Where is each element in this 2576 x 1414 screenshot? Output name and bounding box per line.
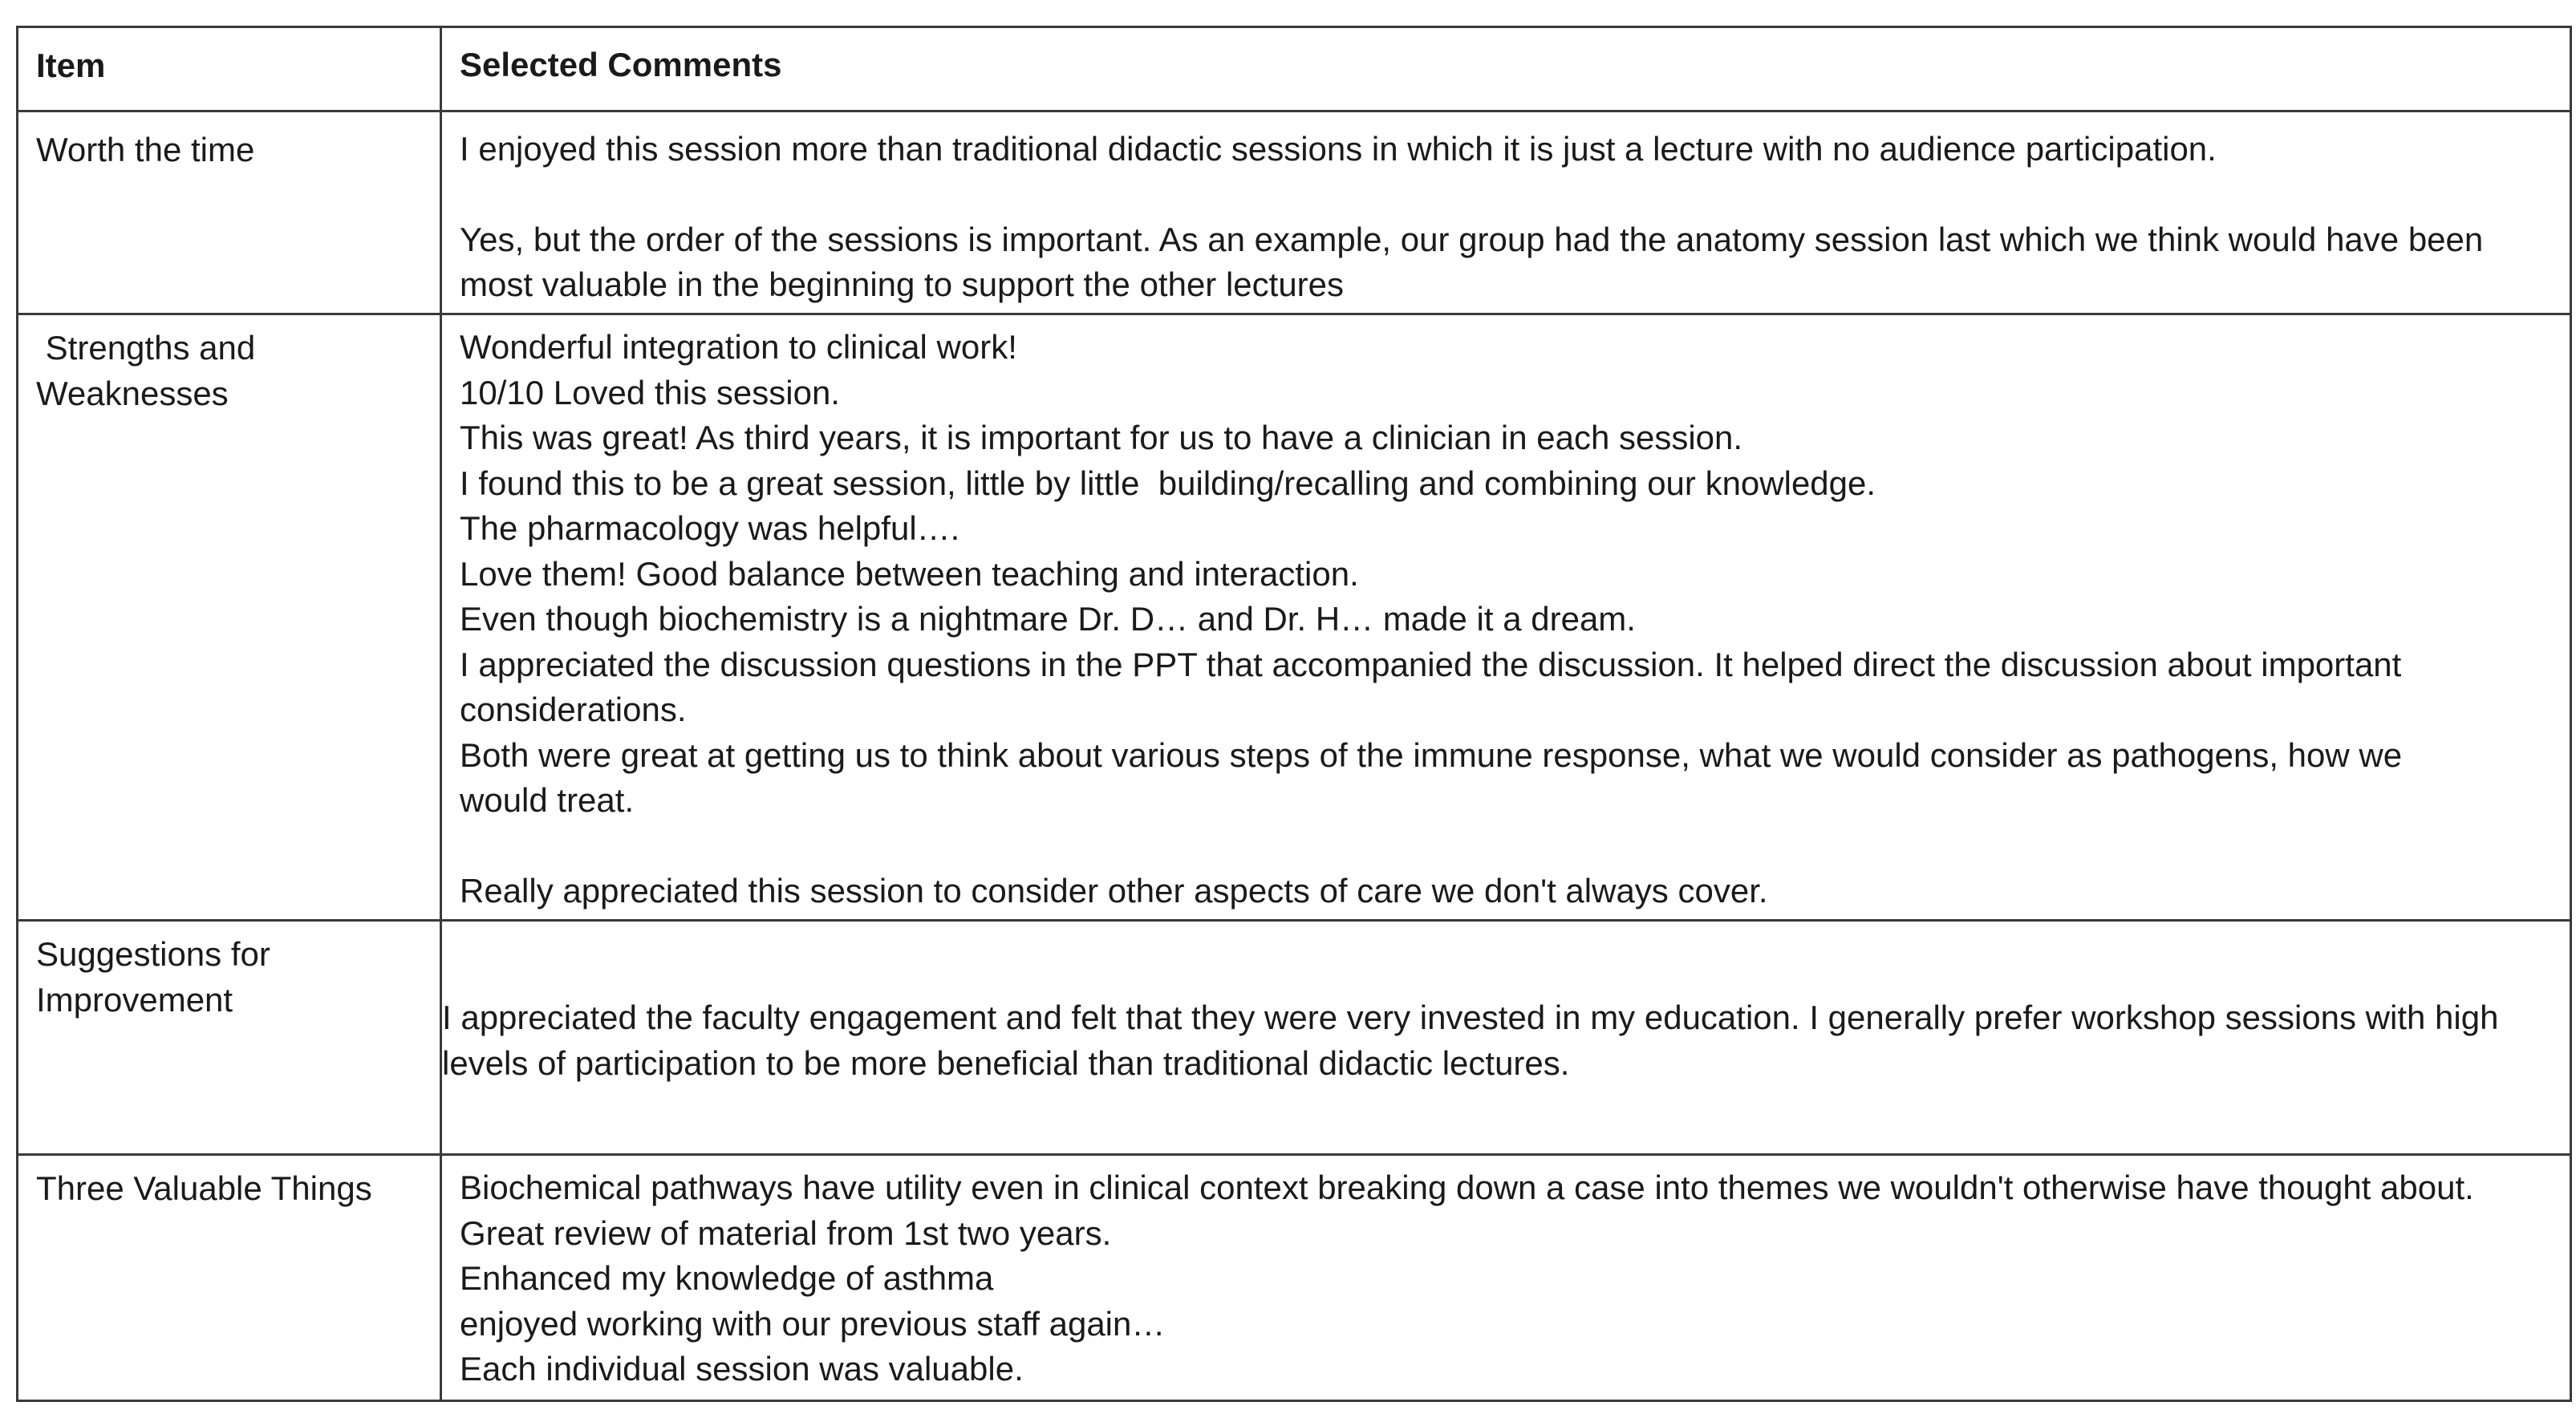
comment-line: Both were great at getting us to think about various steps of the immune response, what we would consider as pathogens, how we — [460, 735, 2403, 774]
comment-gap — [460, 824, 2554, 869]
row-item-cell — [18, 922, 440, 1153]
header-comments: Selected Comments — [460, 46, 782, 83]
row-comment-cell — [442, 1156, 2570, 1404]
comment-line: I enjoyed this session more than traditional didactic sessions in which it is just a lecture with no audience participation. — [460, 130, 2217, 168]
header-item: Item — [36, 47, 106, 84]
comments-table — [16, 26, 2572, 1402]
comment-line: Biochemical pathways have utility even in clinical context breaking down a case into themes we wouldn't otherwise have thought about. — [460, 1169, 2474, 1206]
comment-line: would treat. — [460, 781, 635, 819]
item-label: Weaknesses — [36, 375, 229, 412]
comment-line: most valuable in the beginning to support the other lectures — [460, 265, 1345, 303]
comment-line: Even though biochemistry is a nightmare Dr. D… and Dr. H… made it a dream. — [460, 600, 1636, 638]
item-label: Improvement — [36, 981, 233, 1019]
header-row — [18, 28, 2570, 112]
comment-line: I appreciated the discussion questions in the PPT that accompanied the discussion. It helped direct the discussion about important — [460, 645, 2402, 683]
comment-line: The pharmacology was helpful…. — [460, 509, 960, 547]
comment-line: I appreciated the faculty engagement and felt that they were very invested in my education. I generally prefer workshop sessions with high — [442, 999, 2499, 1036]
comment-line: This was great! As third years, it is important for us to have a clinician in each session. — [460, 419, 1743, 456]
item-label: Strengths and — [36, 329, 256, 367]
table-row — [18, 315, 2570, 922]
comment-line: 10/10 Loved this session. — [460, 373, 840, 411]
table-row — [18, 112, 2570, 315]
row-comment-cell — [442, 112, 2570, 313]
comment-gap — [460, 172, 2554, 217]
item-label: Suggestions for — [36, 935, 270, 973]
row-item-cell — [18, 1156, 440, 1404]
comment-line: Wonderful integration to clinical work! — [460, 328, 1017, 366]
comment-line: Yes, but the order of the sessions is important. As an example, our group had the anatomy session last which we think would have been — [460, 220, 2484, 258]
comment-line: levels of participation to be more beneficial than traditional didactic lectures. — [442, 1043, 1570, 1082]
item-label: Worth the time — [36, 131, 255, 168]
comment-line: I found this to be a great session, little by little building/recalling and combining our knowledge. — [460, 464, 1876, 502]
comment-line: enjoyed working with our previous staff again… — [460, 1304, 1166, 1343]
row-comment-cell — [442, 315, 2570, 919]
comment-line: Really appreciated this session to consider other aspects of care we don't always cover. — [460, 871, 1768, 910]
table-row — [18, 1156, 2570, 1404]
comment-line: Love them! Good balance between teaching and interaction. — [460, 554, 1359, 593]
comment-line: considerations. — [460, 691, 687, 728]
item-label: Three Valuable Things — [36, 1169, 372, 1207]
comment-line: Each individual session was valuable. — [460, 1350, 1024, 1388]
comment-line: Enhanced my knowledge of asthma — [460, 1259, 994, 1297]
row-item-cell — [18, 112, 440, 313]
table-row — [18, 922, 2570, 1156]
row-item-cell — [18, 315, 440, 919]
comment-line: Great review of material from 1st two years. — [460, 1213, 1112, 1252]
row-comment-cell — [442, 922, 2570, 1153]
